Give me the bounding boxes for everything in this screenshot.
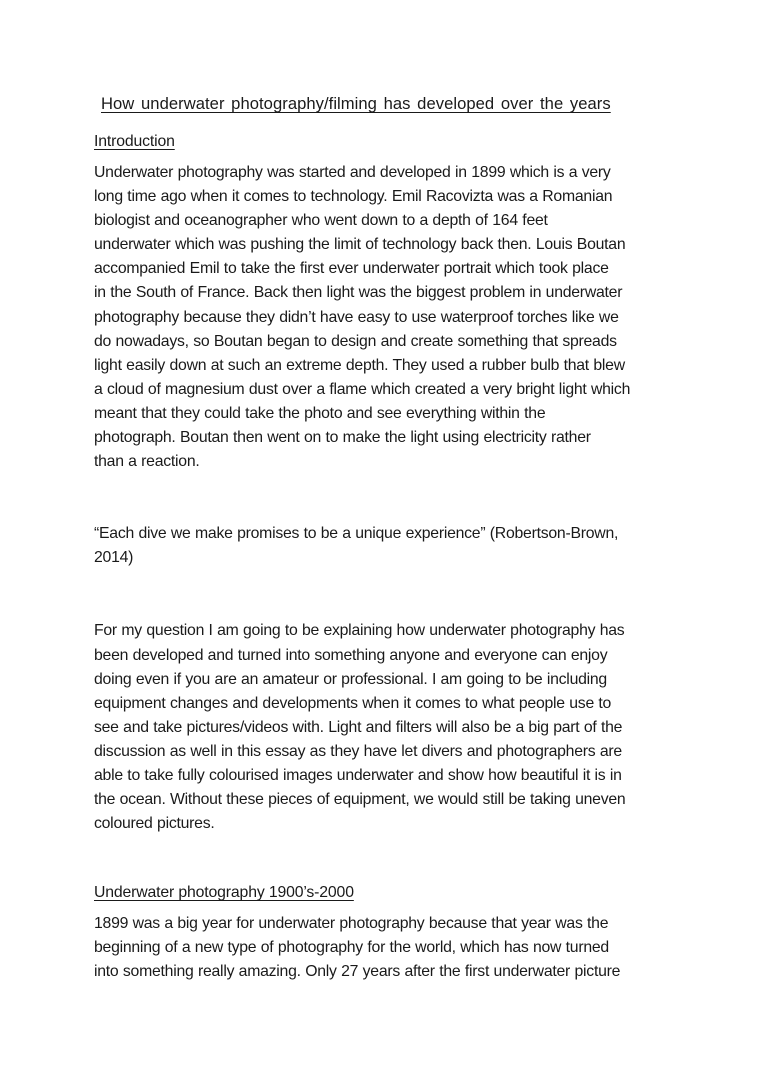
paragraph-line: than a reaction. (94, 453, 200, 471)
paragraph-line: photograph. Boutan then went on to make the light using electricity rather (94, 429, 591, 447)
paragraph-line: light easily down at such an extreme depth. They used a rubber bulb that blew (94, 356, 625, 374)
paragraph-line: in the South of France. Back then light was the biggest problem in underwater (94, 284, 623, 302)
paragraph-line: biologist and oceanographer who went down to a depth of 164 feet (94, 212, 548, 230)
paragraph-line: beginning of a new type of photography for the world, which has now turned (94, 939, 609, 957)
quote-line: 2014) (94, 549, 134, 567)
section-heading-introduction: Introduction (94, 133, 175, 150)
paragraph-line: the ocean. Without these pieces of equipment, we would still be taking uneven (94, 791, 626, 809)
quote-paragraph (94, 522, 684, 570)
paragraph-line: photography because they didn’t have easy to use waterproof torches like we (94, 308, 619, 326)
paragraph-line: meant that they could take the photo and see everything within the (94, 404, 546, 422)
paragraph-line: discussion as well in this essay as they have let divers and photographers are (94, 742, 622, 760)
paragraph-line: into something really amazing. Only 27 years after the first underwater picture (94, 963, 621, 981)
introduction-paragraph (94, 161, 684, 474)
paragraph-line: underwater which was pushing the limit of technology back then. Louis Boutan (94, 236, 626, 254)
paragraph-line: do nowadays, so Boutan began to design and create something that spreads (94, 332, 617, 350)
paragraph-line: a cloud of magnesium dust over a flame which created a very bright light which (94, 380, 631, 398)
document-title: How underwater photography/filming has developed over the years (101, 94, 611, 113)
paragraph-line: long time ago when it comes to technology. Emil Racovizta was a Romanian (94, 188, 613, 206)
paragraph-line: accompanied Emil to take the first ever underwater portrait which took place (94, 260, 609, 278)
paragraph-line: coloured pictures. (94, 815, 215, 833)
history-paragraph (94, 912, 684, 984)
paragraph-line: Underwater photography was started and developed in 1899 which is a very (94, 164, 611, 181)
document-body (94, 92, 684, 985)
paragraph-line: 1899 was a big year for underwater photography because that year was the (94, 915, 609, 933)
paragraph-line: able to take fully colourised images underwater and show how beautiful it is in (94, 766, 622, 784)
paragraph-line: equipment changes and developments when it comes to what people use to (94, 694, 612, 712)
paragraph-line: doing even if you are an amateur or professional. I am going to be including (94, 670, 607, 688)
paragraph-line: been developed and turned into something anyone and everyone can enjoy (94, 646, 608, 664)
question-paragraph (94, 619, 684, 836)
paragraph-line: see and take pictures/videos with. Light and filters will also be a big part of the (94, 718, 623, 736)
paragraph-line: For my question I am going to be explaining how underwater photography has (94, 622, 625, 640)
quote-line: “Each dive we make promises to be a unique experience” (Robertson-Brown, (94, 525, 619, 543)
section-heading-underwater-photography-history: Underwater photography 1900’s-2000 (94, 884, 354, 902)
